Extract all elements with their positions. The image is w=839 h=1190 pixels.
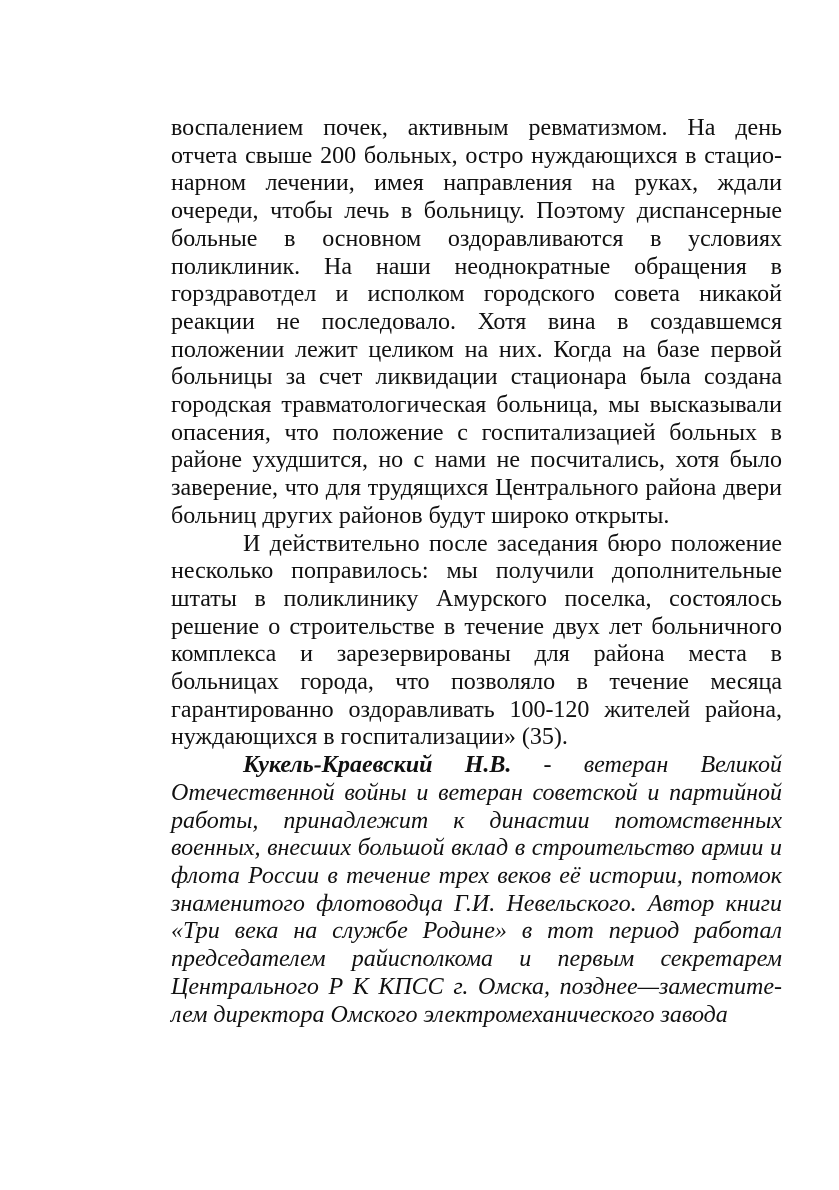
body-text	[171, 115, 782, 1029]
person-name: Кукель-Краевский Н.В.	[243, 752, 512, 779]
paragraph-1: воспалением почек, активным ревматизмом. На день отчета свыше 200 больных, остро нуждающихся в стацио-нарном лечении, имея направления на руках, ждали очереди, чтобы лечь в больницу. Поэтому диспансерные больные в основном оздоравливаются в условиях поликлиник. На наши неоднократные обращения в горздравотдел и исполком городского совета никакой реакции не последовало. Хотя вина в создавшемся положении лежит целиком на них. Когда на базе первой больницы за счет ликвидации стационара была создана городская травматологическая больница, мы высказывали опасения, что положение с госпитализацией больных в районе ухудшится, но с нами не посчитались, хотя было заверение, что для трудящихся Центрального района двери больниц других районов будут широко открыты.	[171, 115, 782, 529]
paragraph-3	[171, 752, 782, 1029]
person-description: - ветеран Великой Отечественной войны и ветеран советской и партийной работы, принадлежит к династии потомственных военных, внесших большой вклад в строительство армии и флота России в течение трех веков её истории, потомок знаменитого флотоводца Г.И. Невельского. Автор книги «Три века на службе Родине» в тот период работал председателем райисполкома и первым секретарем Центрального Р К КПСС г. Омска, позднее—заместите-лем директора Омского электромеханического завода	[171, 752, 782, 1028]
paragraph-2: И действительно после заседания бюро положение несколько поправилось: мы получили дополнительные штаты в поликлинику Амурского поселка, состоялось решение о строительстве в течение двух лет больничного комплекса и зарезервированы для района места в больницах города, что позволяло в течение месяца гарантированно оздоравливать 100-120 жителей района, нуждающихся в госпитализации» (35).	[171, 530, 782, 751]
